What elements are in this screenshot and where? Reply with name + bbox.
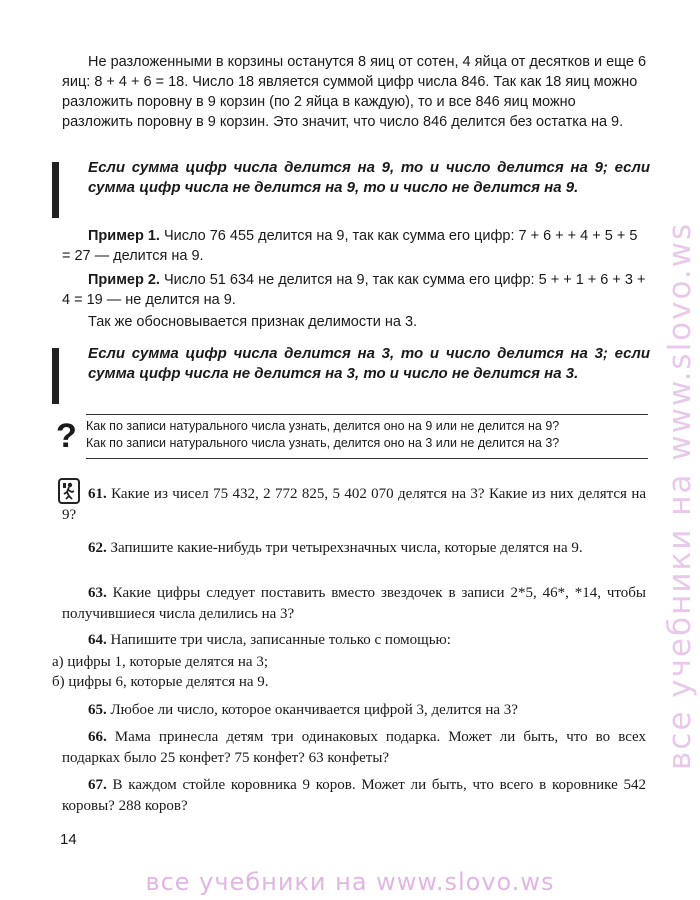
task-text: В каждом стойле коровника 9 коров. Может ли быть, что всего в коровнике 542 коровы? 288 коров? <box>62 777 646 814</box>
side-watermark: все учебники на www.slovo.ws <box>662 221 698 770</box>
task-number: 66. <box>88 729 107 745</box>
example-2-label: Пример 2. <box>88 272 160 288</box>
task-text: Запишите какие-нибудь три четырехзначных числа, которые делятся на 9. <box>106 540 583 556</box>
question-1: Как по записи натурального числа узнать, делится оно на 9 или не делится на 9? <box>86 419 560 433</box>
rule-bar <box>52 348 59 404</box>
task-text: Любое ли число, которое оканчивается цифрой 3, делится на 3? <box>106 702 518 718</box>
task-62 <box>62 538 646 559</box>
task-67 <box>62 775 646 817</box>
example-1 <box>62 226 647 266</box>
task-text: Какие цифры следует поставить вместо звездочек в записи 2*5, 46*, *14, чтобы получившиеся числа делились на 3? <box>62 585 646 622</box>
rule-3-block <box>52 344 652 406</box>
task-64-item-b: б) цифры 6, которые делятся на 9. <box>52 674 269 690</box>
question-2: Как по записи натурального числа узнать, делится оно на 3 или не делится на 3? <box>86 436 560 450</box>
task-number: 65. <box>88 702 107 718</box>
task-61 <box>62 484 646 526</box>
task-text: Какие из чисел 75 432, 2 772 825, 5 402 070 делятся на 3? Какие из них делятся на 9? <box>62 486 646 523</box>
task-text: Мама принесла детям три одинаковых подарка. Может ли быть, что во всех подарках было 25 конфет? 75 конфет? 63 конфеты? <box>62 729 646 766</box>
bottom-watermark: все учебники на www.slovo.ws <box>145 868 555 896</box>
rule-9-block <box>52 158 652 220</box>
questions-top-rule <box>86 414 648 415</box>
page-number: 14 <box>60 831 77 848</box>
rule-3-intro: Так же обосновывается признак делимости на 3. <box>88 314 418 330</box>
task-66 <box>62 727 646 769</box>
task-65 <box>62 700 646 721</box>
task-64 <box>62 630 646 651</box>
example-2-text: Число 51 634 не делится на 9, так как сумма его цифр: 5 + + 1 + 6 + 3 + 4 = 19 — не делится на 9. <box>62 272 646 308</box>
example-2 <box>62 270 647 310</box>
task-number: 62. <box>88 540 107 556</box>
task-number: 61. <box>88 486 107 502</box>
rule-bar <box>52 162 59 218</box>
example-1-text: Число 76 455 делится на 9, так как сумма его цифр: 7 + 6 + + 4 + 5 + 5 = 27 — делится на 9. <box>62 228 638 264</box>
task-number: 63. <box>88 585 107 601</box>
task-64-item-a: а) цифры 1, которые делятся на 3; <box>52 654 268 670</box>
questions-bottom-rule <box>86 458 648 459</box>
task-text: Напишите три числа, записанные только с помощью: <box>106 632 451 648</box>
task-63 <box>62 583 646 625</box>
intro-paragraph: Не разложенными в корзины останутся 8 яиц от сотен, 4 яйца от десятков и еще 6 яиц: 8 + 4 + 6 = 18. Число 18 является суммой цифр числа 846. Так как 18 яиц можно разложить поровну в 9 корзин (по 2 яйца в каждую), то и все 846 яиц можно разложить поровну в 9 корзин. Это значит, что число 846 делится без остатка на 9. <box>62 54 647 130</box>
task-number: 64. <box>88 632 107 648</box>
task-number: 67. <box>88 777 107 793</box>
rule-9-text: Если сумма цифр числа делится на 9, то и число делится на 9; если сумма цифр числа не делится на 9, то и число не делится на 9. <box>88 159 650 196</box>
rule-3-text: Если сумма цифр числа делится на 3, то и число делится на 3; если сумма цифр числа не делится на 3, то и число не делится на 3. <box>88 345 650 382</box>
example-1-label: Пример 1. <box>88 228 160 244</box>
question-mark-icon: ? <box>56 417 77 455</box>
questions-block <box>52 412 648 460</box>
